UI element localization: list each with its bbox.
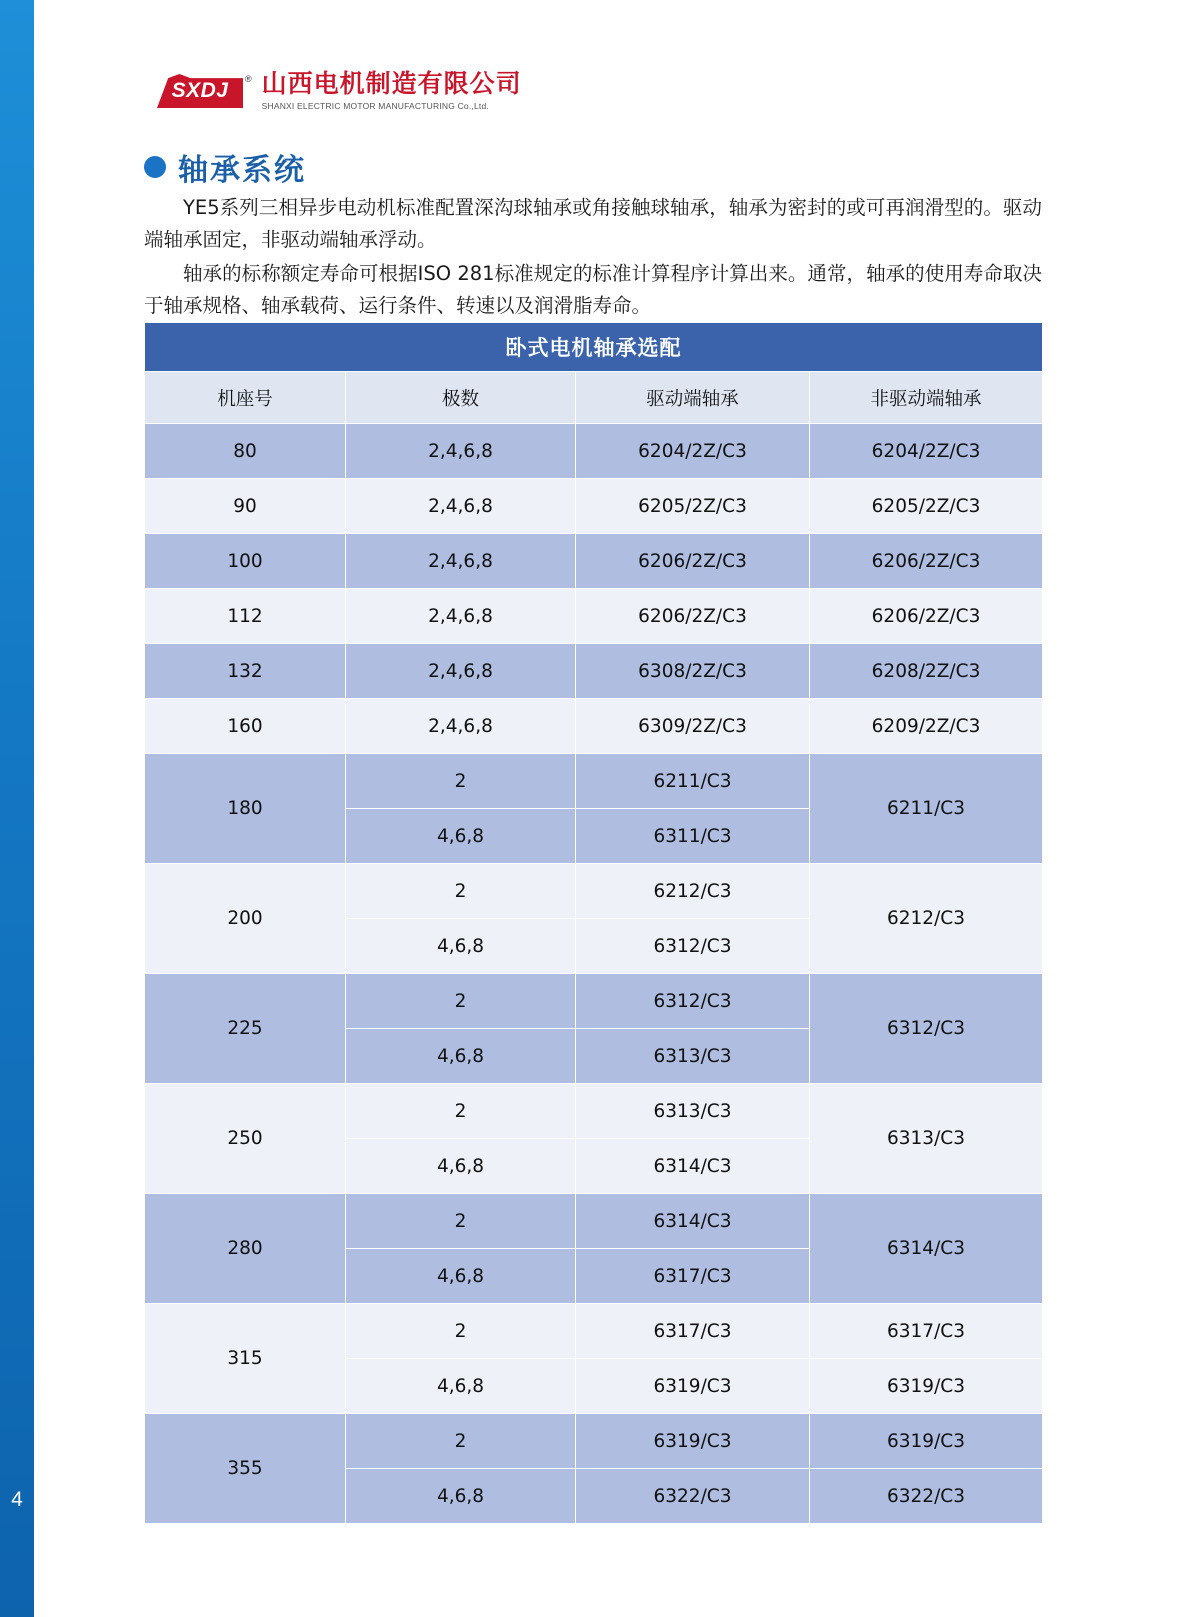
table-header-row	[145, 372, 1043, 424]
cell-poles: 2	[346, 1414, 576, 1469]
cell-nde: 6314/C3	[810, 1194, 1043, 1304]
cell-de: 6314/C3	[576, 1194, 810, 1249]
cell-frame: 90	[145, 479, 346, 534]
cell-poles: 2,4,6,8	[346, 479, 576, 534]
cell-de: 6313/C3	[576, 1084, 810, 1139]
paragraph-1: YE5系列三相异步电动机标准配置深沟球轴承或角接触球轴承，轴承为密封的或可再润滑型的。驱动端轴承固定，非驱动端轴承浮动。	[144, 196, 1042, 251]
cell-nde: 6319/C3	[810, 1414, 1043, 1469]
page-content	[34, 0, 1200, 1617]
cell-poles: 4,6,8	[346, 1469, 576, 1524]
table-row	[145, 534, 1043, 589]
cell-frame: 250	[145, 1084, 346, 1194]
cell-de: 6308/2Z/C3	[576, 644, 810, 699]
cell-nde: 6313/C3	[810, 1084, 1043, 1194]
cell-poles: 4,6,8	[346, 1249, 576, 1304]
page-number: 4	[11, 1488, 23, 1511]
table-row	[145, 424, 1043, 479]
bullet-icon	[144, 156, 166, 178]
cell-poles: 2,4,6,8	[346, 699, 576, 754]
table-row	[145, 1304, 1043, 1359]
cell-nde: 6211/C3	[810, 754, 1043, 864]
table-body	[145, 323, 1043, 1524]
cell-poles: 4,6,8	[346, 1139, 576, 1194]
bearing-table-wrapper	[144, 322, 1042, 1524]
cell-frame: 280	[145, 1194, 346, 1304]
cell-poles: 2	[346, 974, 576, 1029]
table-row	[145, 1084, 1043, 1139]
cell-poles: 2,4,6,8	[346, 589, 576, 644]
section-heading	[144, 145, 306, 189]
cell-poles: 2	[346, 1194, 576, 1249]
cell-frame: 225	[145, 974, 346, 1084]
cell-poles: 2	[346, 754, 576, 809]
cell-de: 6211/C3	[576, 754, 810, 809]
cell-nde: 6208/2Z/C3	[810, 644, 1043, 699]
logo-mark-text: SXDJ	[171, 78, 229, 102]
table-row	[145, 589, 1043, 644]
cell-nde: 6206/2Z/C3	[810, 534, 1043, 589]
cell-de: 6312/C3	[576, 974, 810, 1029]
table-row	[145, 1414, 1043, 1469]
cell-de: 6317/C3	[576, 1304, 810, 1359]
cell-de: 6317/C3	[576, 1249, 810, 1304]
header-poles: 极数	[346, 372, 576, 424]
cell-poles: 2	[346, 864, 576, 919]
cell-de: 6204/2Z/C3	[576, 424, 810, 479]
table-row	[145, 644, 1043, 699]
cell-nde: 6317/C3	[810, 1304, 1043, 1359]
cell-nde: 6312/C3	[810, 974, 1043, 1084]
cell-de: 6319/C3	[576, 1359, 810, 1414]
bearing-selection-table	[144, 322, 1043, 1524]
cell-de: 6314/C3	[576, 1139, 810, 1194]
cell-frame: 100	[145, 534, 346, 589]
cell-nde: 6206/2Z/C3	[810, 589, 1043, 644]
header-frame-size: 机座号	[145, 372, 346, 424]
cell-de: 6212/C3	[576, 864, 810, 919]
cell-de: 6206/2Z/C3	[576, 589, 810, 644]
cell-de: 6206/2Z/C3	[576, 534, 810, 589]
cell-frame: 160	[145, 699, 346, 754]
left-accent-bar	[0, 0, 34, 1617]
cell-nde: 6205/2Z/C3	[810, 479, 1043, 534]
cell-poles: 4,6,8	[346, 1029, 576, 1084]
cell-de: 6309/2Z/C3	[576, 699, 810, 754]
cell-frame: 200	[145, 864, 346, 974]
cell-de: 6205/2Z/C3	[576, 479, 810, 534]
cell-poles: 2,4,6,8	[346, 534, 576, 589]
cell-de: 6322/C3	[576, 1469, 810, 1524]
table-title: 卧式电机轴承选配	[145, 323, 1043, 372]
table-row	[145, 479, 1043, 534]
company-name-en: SHANXI ELECTRIC MOTOR MANUFACTURING Co.,Ltd.	[261, 100, 489, 111]
cell-de: 6311/C3	[576, 809, 810, 864]
cell-poles: 4,6,8	[346, 919, 576, 974]
cell-frame: 180	[145, 754, 346, 864]
cell-nde: 6204/2Z/C3	[810, 424, 1043, 479]
company-name-block	[262, 71, 522, 110]
table-row	[145, 864, 1043, 919]
cell-frame: 112	[145, 589, 346, 644]
table-row	[145, 699, 1043, 754]
registered-trademark-icon: ®	[245, 74, 252, 84]
cell-frame: 132	[145, 644, 346, 699]
cell-de: 6312/C3	[576, 919, 810, 974]
cell-nde: 6319/C3	[810, 1359, 1043, 1414]
cell-nde: 6322/C3	[810, 1469, 1043, 1524]
cell-poles: 2,4,6,8	[346, 644, 576, 699]
cell-poles: 4,6,8	[346, 809, 576, 864]
cell-frame: 315	[145, 1304, 346, 1414]
table-row	[145, 1194, 1043, 1249]
cell-poles: 2,4,6,8	[346, 424, 576, 479]
cell-de: 6319/C3	[576, 1414, 810, 1469]
cell-de: 6313/C3	[576, 1029, 810, 1084]
cell-poles: 4,6,8	[346, 1359, 576, 1414]
company-logo	[157, 68, 522, 114]
table-title-row	[145, 323, 1043, 372]
company-name-cn: 山西电机制造有限公司	[261, 69, 522, 99]
table-row	[145, 754, 1043, 809]
header-drive-end: 驱动端轴承	[576, 372, 810, 424]
paragraph-2: 轴承的标称额定寿命可根据ISO 281标准规定的标准计算程序计算出来。通常，轴承的使用寿命取决于轴承规格、轴承载荷、运行条件、转速以及润滑脂寿命。	[144, 262, 1042, 317]
page-title: 轴承系统	[178, 153, 306, 188]
cell-frame: 80	[145, 424, 346, 479]
cell-frame: 355	[145, 1414, 346, 1524]
cell-poles: 2	[346, 1084, 576, 1139]
cell-nde: 6209/2Z/C3	[810, 699, 1043, 754]
header-non-drive-end: 非驱动端轴承	[810, 372, 1043, 424]
table-row	[145, 974, 1043, 1029]
cell-poles: 2	[346, 1304, 576, 1359]
sxdj-logo-icon	[157, 68, 243, 114]
cell-nde: 6212/C3	[810, 864, 1043, 974]
